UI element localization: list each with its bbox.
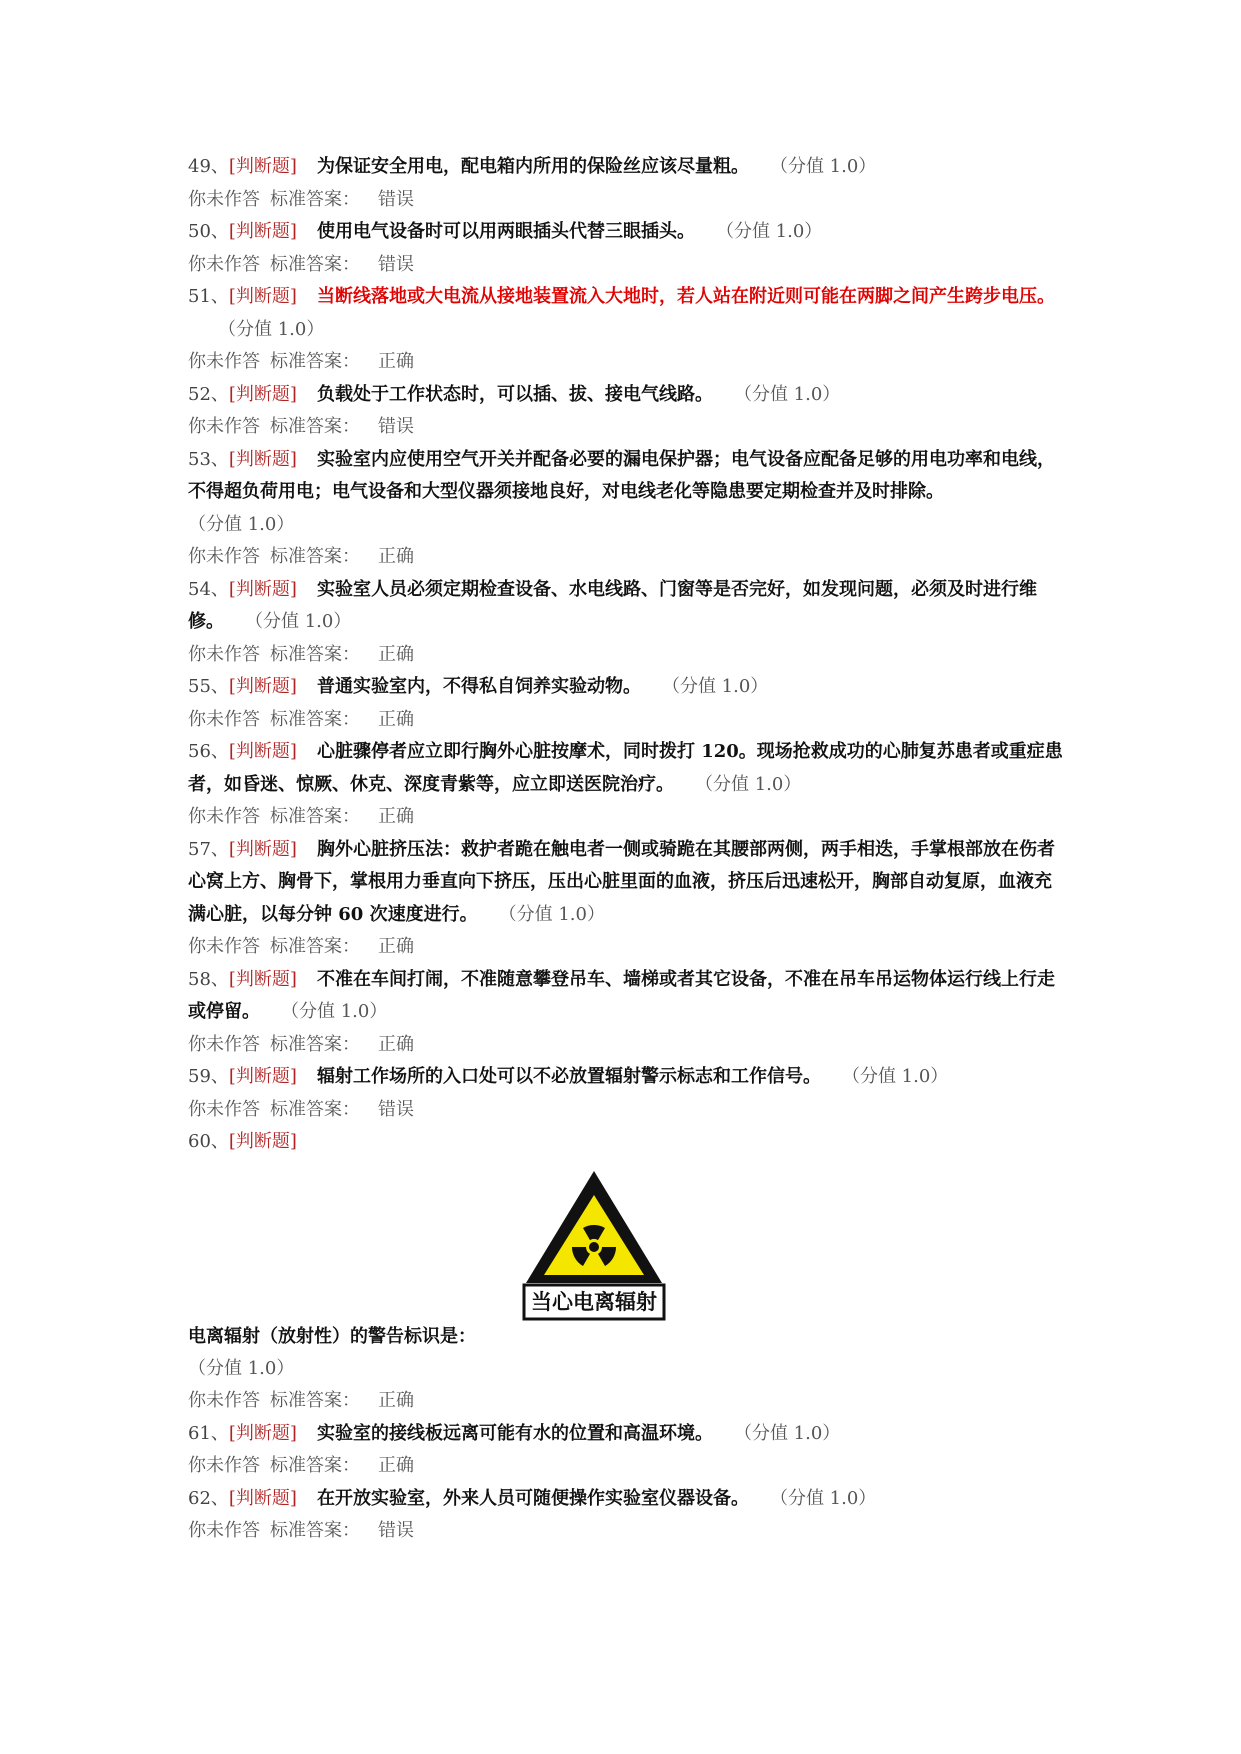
question-number: 55、 xyxy=(188,676,229,697)
question-number: 59、 xyxy=(188,1066,229,1087)
question-type: [判断题] xyxy=(228,741,297,762)
question-score: （分值 1.0） xyxy=(778,1487,877,1509)
answer-line xyxy=(188,1450,1066,1483)
question-line xyxy=(188,1061,1066,1094)
question-number: 54、 xyxy=(188,578,229,600)
question-54 xyxy=(188,574,1066,672)
question-line xyxy=(188,379,1066,412)
question-text: 使用电气设备时可以用两眼插头代替三眼插头。 xyxy=(316,221,695,242)
question-53 xyxy=(188,444,1066,574)
question-number: 53、 xyxy=(188,448,229,470)
standard-answer-label: 标准答案： xyxy=(270,936,360,957)
question-text: 在开放实验室，外来人员可随便操作实验室仪器设备。 xyxy=(316,1487,749,1509)
question-text: 不准在车间打闹，不准随意攀登吊车、墙梯或者其它设备，不准在吊车吊运物体运行线上行走或停留。 xyxy=(188,968,1055,1022)
question-type: [判断题] xyxy=(228,1131,297,1152)
question-line xyxy=(188,216,1066,249)
question-49 xyxy=(188,151,1066,216)
question-number: 50、 xyxy=(188,221,229,242)
no-answer-label: 你未作答 xyxy=(188,643,260,665)
question-number: 52、 xyxy=(188,383,229,405)
question-text: 电离辐射（放射性）的警告标识是： xyxy=(188,1325,476,1347)
standard-answer-value: 正确 xyxy=(378,708,414,730)
question-number: 61、 xyxy=(188,1422,229,1444)
question-score: （分值 1.0） xyxy=(254,611,352,632)
answer-line xyxy=(188,1515,1066,1548)
question-58 xyxy=(188,964,1066,1062)
question-text: 胸外心脏挤压法：救护者跪在触电者一侧或骑跪在其腰部两侧，两手相迭，手掌根部放在伤者心窝上方、胸骨下，掌根用力垂直向下挤压，压出心脏里面的血液，挤压后迅速松开，胸部自动复原，血液充满心脏，以每分钟 60 次速度进行。 xyxy=(188,838,1055,925)
question-57 xyxy=(188,834,1066,964)
standard-answer-label: 标准答案： xyxy=(270,1390,360,1411)
question-number: 51、 xyxy=(188,286,229,307)
question-score: （分值 1.0） xyxy=(290,1001,388,1022)
standard-answer-value: 正确 xyxy=(378,1033,414,1055)
standard-answer-value: 正确 xyxy=(378,1390,414,1411)
no-answer-label: 你未作答 xyxy=(188,1390,260,1411)
question-score: （分值 1.0） xyxy=(778,156,877,177)
question-score: （分值 1.0） xyxy=(507,903,605,925)
question-score: （分值 1.0） xyxy=(218,318,325,340)
question-text: 辐射工作场所的入口处可以不必放置辐射警示标志和工作信号。 xyxy=(316,1066,821,1087)
no-answer-label: 你未作答 xyxy=(188,1098,260,1120)
standard-answer-value: 错误 xyxy=(378,416,414,437)
question-line xyxy=(188,1126,1066,1159)
question-line xyxy=(188,671,1066,704)
answer-line xyxy=(188,1029,1066,1062)
standard-answer-value: 正确 xyxy=(378,936,414,957)
standard-answer-value: 正确 xyxy=(378,351,414,372)
question-number: 56、 xyxy=(188,741,229,762)
question-line xyxy=(188,1418,1066,1451)
standard-answer-label: 标准答案： xyxy=(270,188,360,210)
standard-answer-label: 标准答案： xyxy=(270,806,360,827)
standard-answer-label: 标准答案： xyxy=(270,416,360,437)
question-type: [判断题] xyxy=(228,1422,297,1444)
question-score: （分值 1.0） xyxy=(724,221,823,242)
question-type: [判断题] xyxy=(228,1487,297,1509)
question-score: （分值 1.0） xyxy=(188,1357,295,1379)
answer-line xyxy=(188,1385,1066,1418)
standard-answer-value: 错误 xyxy=(378,253,414,275)
question-number: 62、 xyxy=(188,1487,229,1509)
question-61 xyxy=(188,1418,1066,1483)
question-line xyxy=(188,964,1066,1029)
question-60 xyxy=(188,1126,1066,1418)
no-answer-label: 你未作答 xyxy=(188,708,260,730)
no-answer-label: 你未作答 xyxy=(188,936,260,957)
no-answer-label: 你未作答 xyxy=(188,1455,260,1476)
question-56 xyxy=(188,736,1066,834)
question-type: [判断题] xyxy=(228,286,297,307)
question-text: 心脏骤停者应立即行胸外心脏按摩术，同时拨打 120。现场抢救成功的心肺复苏患者或重症患者，如昏迷、惊厥、休克、深度青紫等，应立即送医院治疗。 xyxy=(188,741,1063,795)
question-score: （分值 1.0） xyxy=(850,1066,949,1087)
question-type: [判断题] xyxy=(228,1066,297,1087)
standard-answer-label: 标准答案： xyxy=(270,1520,360,1541)
answer-line xyxy=(188,1094,1066,1127)
answer-line xyxy=(188,931,1066,964)
question-line xyxy=(188,151,1066,184)
question-text: 实验室内应使用空气开关并配备必要的漏电保护器；电气设备应配备足够的用电功率和电线，不得超负荷用电；电气设备和大型仪器须接地良好，对电线老化等隐患要定期检查并及时排除。 xyxy=(188,448,1055,502)
answer-line xyxy=(188,411,1066,444)
question-line xyxy=(188,736,1066,801)
question-50 xyxy=(188,216,1066,281)
question-text: 负载处于工作状态时，可以插、拔、接电气线路。 xyxy=(316,383,713,405)
question-score: （分值 1.0） xyxy=(704,773,802,795)
question-score-line xyxy=(188,1353,1066,1386)
standard-answer-label: 标准答案： xyxy=(270,708,360,730)
question-type: [判断题] xyxy=(228,448,297,470)
answer-line xyxy=(188,639,1066,672)
question-line xyxy=(188,834,1066,932)
answer-line xyxy=(188,541,1066,574)
no-answer-label: 你未作答 xyxy=(188,188,260,210)
question-text: 当断线落地或大电流从接地装置流入大地时，若人站在附近则可能在两脚之间产生跨步电压。 xyxy=(316,286,1055,307)
no-answer-label: 你未作答 xyxy=(188,416,260,437)
no-answer-label: 你未作答 xyxy=(188,351,260,372)
answer-line xyxy=(188,249,1066,282)
question-score: （分值 1.0） xyxy=(188,513,295,535)
question-type: [判断题] xyxy=(228,383,297,405)
answer-line xyxy=(188,801,1066,834)
question-type: [判断题] xyxy=(228,838,297,860)
no-answer-label: 你未作答 xyxy=(188,806,260,827)
question-52 xyxy=(188,379,1066,444)
question-text: 实验室人员必须定期检查设备、水电线路、门窗等是否完好，如发现问题，必须及时进行维修。 xyxy=(188,578,1037,632)
standard-answer-value: 正确 xyxy=(378,806,414,827)
question-type: [判断题] xyxy=(228,156,297,177)
question-text: 普通实验室内，不得私自饲养实验动物。 xyxy=(316,676,641,697)
standard-answer-label: 标准答案： xyxy=(270,1033,360,1055)
question-text: 为保证安全用电，配电箱内所用的保险丝应该尽量粗。 xyxy=(316,156,749,177)
question-type: [判断题] xyxy=(228,221,297,242)
standard-answer-value: 正确 xyxy=(378,643,414,665)
question-type: [判断题] xyxy=(228,968,297,990)
question-line xyxy=(188,444,1066,542)
question-type: [判断题] xyxy=(228,676,297,697)
standard-answer-value: 错误 xyxy=(378,1520,414,1541)
question-image-row xyxy=(188,1161,1066,1321)
question-line xyxy=(188,574,1066,639)
sign-label-text: 当心电离辐射 xyxy=(531,1289,657,1314)
answer-line xyxy=(188,704,1066,737)
no-answer-label: 你未作答 xyxy=(188,253,260,275)
standard-answer-label: 标准答案： xyxy=(270,643,360,665)
question-number: 57、 xyxy=(188,838,229,860)
question-line xyxy=(188,1483,1066,1516)
standard-answer-label: 标准答案： xyxy=(270,253,360,275)
question-number: 58、 xyxy=(188,968,229,990)
no-answer-label: 你未作答 xyxy=(188,546,260,567)
standard-answer-value: 错误 xyxy=(378,1098,414,1120)
answer-line xyxy=(188,346,1066,379)
radiation-warning-sign xyxy=(516,1167,672,1323)
question-51 xyxy=(188,281,1066,379)
question-number: 60、 xyxy=(188,1131,229,1152)
standard-answer-value: 正确 xyxy=(378,1455,414,1476)
no-answer-label: 你未作答 xyxy=(188,1033,260,1055)
question-line xyxy=(188,281,1066,346)
standard-answer-value: 正确 xyxy=(378,546,414,567)
standard-answer-label: 标准答案： xyxy=(270,546,360,567)
no-answer-label: 你未作答 xyxy=(188,1520,260,1541)
question-score: （分值 1.0） xyxy=(670,676,769,697)
answer-line xyxy=(188,184,1066,217)
standard-answer-label: 标准答案： xyxy=(270,1098,360,1120)
question-62 xyxy=(188,1483,1066,1548)
question-score: （分值 1.0） xyxy=(742,1422,841,1444)
question-number: 49、 xyxy=(188,156,229,177)
standard-answer-value: 错误 xyxy=(378,188,414,210)
question-text: 实验室的接线板远离可能有水的位置和高温环境。 xyxy=(316,1422,713,1444)
question-type: [判断题] xyxy=(228,578,297,600)
standard-answer-label: 标准答案： xyxy=(270,1455,360,1476)
question-55 xyxy=(188,671,1066,736)
question-59 xyxy=(188,1061,1066,1126)
standard-answer-label: 标准答案： xyxy=(270,351,360,372)
question-score: （分值 1.0） xyxy=(742,383,841,405)
